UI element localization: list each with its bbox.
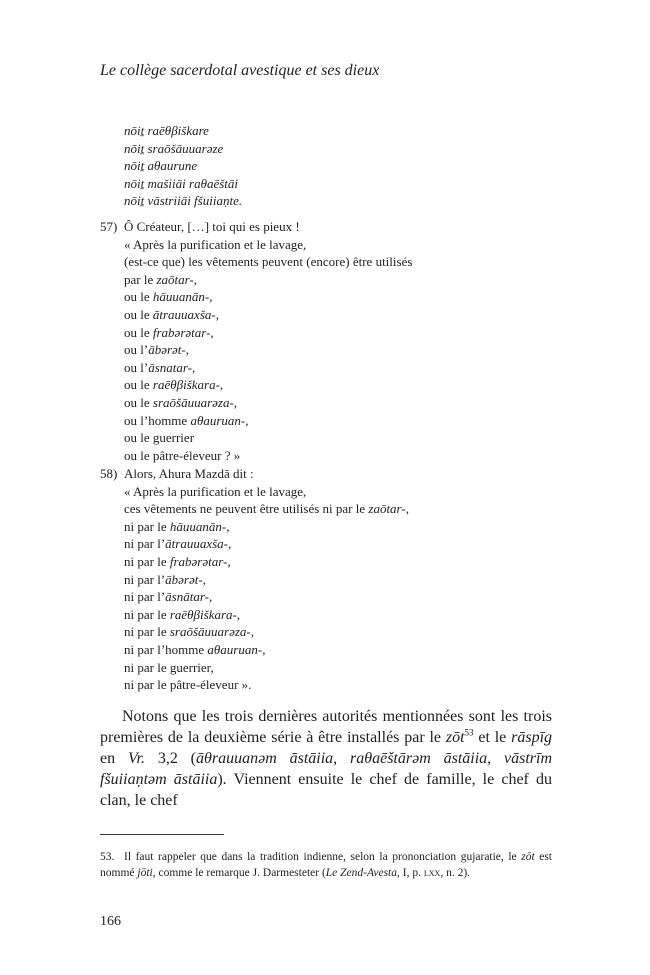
italic-term: zaōtar- [368, 501, 406, 517]
italic-term: jōti [137, 866, 153, 879]
verse-first-line [100, 465, 560, 483]
verse-line [100, 553, 560, 571]
avestan-line: nōiṯ aθaurune [124, 158, 198, 174]
text-run: , [202, 571, 206, 587]
avestan-line: nōiṯ mašiiāi raθaēštāi [124, 175, 239, 191]
verse-line [100, 376, 560, 394]
italic-term: raēθβiškara- [169, 606, 237, 622]
footnote-rule [100, 834, 224, 835]
verse-line [100, 483, 560, 501]
verse-line-text: Ô Créateur, […] toi qui es pieux ! [124, 219, 300, 234]
text-run: ni par le [124, 624, 170, 640]
verse-line [100, 518, 560, 536]
text-run: (est-ce que) les vêtements peuvent (encore) être utilisés [124, 254, 413, 270]
verse-line [100, 623, 560, 641]
text-run: « Après la purification et le lavage, [124, 236, 307, 252]
text-run: , I, p. [397, 866, 424, 879]
text-run: 3,2 ( [145, 750, 197, 767]
italic-term: Vr. [127, 750, 145, 767]
verse-line [100, 324, 560, 342]
italic-term: ātrauuaxša- [165, 536, 228, 552]
text-run: ni par l’ [124, 589, 166, 605]
text-run: Notons que les trois dernières autorités mentionnées sont les trois premières de la deuxième série à être installés par le [100, 708, 552, 746]
text-run: , [405, 501, 409, 517]
verse-line [100, 535, 560, 553]
verse-57 [100, 218, 560, 464]
verse-line [100, 341, 560, 359]
running-header: Le collège sacerdotal avestique et ses dieux [100, 62, 380, 79]
text-run: ni par le [124, 553, 170, 569]
text-run: ni par le guerrier, [124, 659, 214, 675]
text-run: , comme le remarque J. Darmesteter ( [152, 866, 326, 879]
italic-term: sraōšāuuarəza- [152, 394, 234, 410]
text-run: ni par l’homme [124, 641, 208, 657]
italic-term: vāstrīm fšuiiaṇtəm āstāiia [100, 750, 553, 788]
verse-line [100, 412, 560, 430]
footnote-number: 53. [100, 851, 115, 863]
text-run: , [209, 289, 213, 305]
text-run: , [233, 394, 238, 410]
text-run: ou l’ [124, 359, 149, 375]
text-run: ni par le [124, 518, 170, 534]
text-run: , [228, 536, 232, 552]
text-run: , [245, 412, 249, 428]
verse-line [100, 288, 560, 306]
italic-term: ābərət- [165, 571, 203, 587]
footnote-ref: 53 [464, 727, 474, 738]
italic-term: raēθβiškara- [152, 377, 220, 393]
text-run: « Après la purification et le lavage, [124, 483, 307, 499]
italic-term: sraōšāuuarəza- [169, 624, 251, 640]
italic-term: frabərətar- [169, 553, 228, 569]
page-number: 166 [100, 914, 121, 929]
text-run: ou le pâtre-éleveur ? » [124, 447, 241, 463]
avestan-line: nōiṯ vāstriiāi fšuiiaṇte. [124, 193, 243, 209]
italic-term: āsnātar- [165, 589, 209, 605]
verse-line [100, 571, 560, 589]
verse-line [100, 253, 560, 271]
verse-line [100, 641, 560, 659]
text-run: , [236, 606, 241, 622]
text-run: ou le [124, 394, 153, 410]
body-paragraph [100, 706, 552, 811]
text-run: ou l’homme [124, 412, 191, 428]
text-run: , n. 2). [440, 866, 471, 879]
text-run: ou l’ [124, 342, 149, 358]
text-run: ). Viennent ensuite le chef de famille, le chef du clan, le chef [100, 771, 552, 809]
italic-term: āsnatar- [148, 359, 193, 375]
text-run: ou le guerrier [124, 430, 195, 446]
italic-term: zōt [521, 851, 535, 863]
text-run: ni par l’ [124, 571, 166, 587]
text-run: ou le [124, 289, 153, 305]
text-run: , [185, 342, 189, 358]
text-run: , [192, 359, 196, 375]
italic-term: rāspīg [511, 729, 553, 746]
text-run: lxx [423, 866, 441, 879]
italic-term: frabərətar- [152, 324, 211, 340]
verse-line [100, 429, 560, 447]
text-run: en [100, 750, 128, 767]
text-run: par le [124, 271, 157, 287]
verse-number: 57) [100, 219, 118, 234]
avestan-verse-lines [100, 122, 560, 210]
text-run: ni par le [124, 606, 170, 622]
italic-term: aθauruan- [190, 412, 246, 428]
verse-line [100, 236, 560, 254]
footnote-53 [100, 850, 552, 881]
verse-line [100, 359, 560, 377]
verse-first-line [100, 218, 560, 236]
text-run: , [250, 624, 254, 640]
text-run: , [262, 641, 266, 657]
text-run: ou le [124, 306, 153, 322]
italic-term: ābərət- [148, 342, 186, 358]
italic-term: zaōtar- [156, 271, 194, 287]
verse-line [100, 606, 560, 624]
verse-line [100, 306, 560, 324]
text-run: , [227, 553, 231, 569]
text-run: , [333, 750, 351, 767]
verse-line [100, 447, 560, 465]
italic-term: aθauruan- [207, 641, 263, 657]
text-run: est nommé [100, 851, 552, 879]
verse-line-text: Alors, Ahura Mazdā dit : [124, 466, 254, 481]
italic-term: Le Zend-Avesta [325, 866, 398, 879]
text-run: ou le [124, 377, 153, 393]
text-run: , [210, 324, 214, 340]
italic-term: raθaēštārəm āstāiia [350, 750, 488, 767]
text-run: ces vêtements ne peuvent être utilisés ni par le [124, 501, 369, 517]
verse-line [100, 271, 560, 289]
text-run: , [487, 750, 505, 767]
verse-line [100, 500, 560, 518]
text-run: , [219, 377, 224, 393]
verse-line [100, 659, 560, 677]
avestan-line: nōiṯ sraōšāuuarəze [124, 140, 224, 156]
verse-line [100, 394, 560, 412]
italic-term: hāuuanān- [169, 518, 227, 534]
text-run: ni par le pâtre-éleveur ». [124, 677, 252, 693]
italic-term: āθrauuanəm āstāiia [196, 750, 334, 767]
verse-number: 58) [100, 466, 118, 481]
text-run: , [193, 271, 198, 287]
text-run: et le [473, 729, 512, 746]
italic-term: hāuuanān- [152, 289, 210, 305]
avestan-line: nōiṯ raēθβiškare [124, 123, 209, 138]
verse-line [100, 676, 560, 694]
text-run: ou le [124, 324, 153, 340]
verse-58 [100, 465, 560, 694]
text-run: , [215, 306, 219, 322]
verse-line [100, 588, 560, 606]
paragraph-text [100, 706, 552, 811]
text-run: ni par l’ [124, 536, 166, 552]
text-run: Il faut rappeler que dans la tradition indienne, selon la prononciation gujaratie, le [124, 851, 522, 863]
italic-term: zōt [445, 729, 465, 746]
text-run: , [208, 589, 213, 605]
italic-term: ātrauuaxša- [152, 306, 216, 322]
text-run: , [226, 518, 230, 534]
